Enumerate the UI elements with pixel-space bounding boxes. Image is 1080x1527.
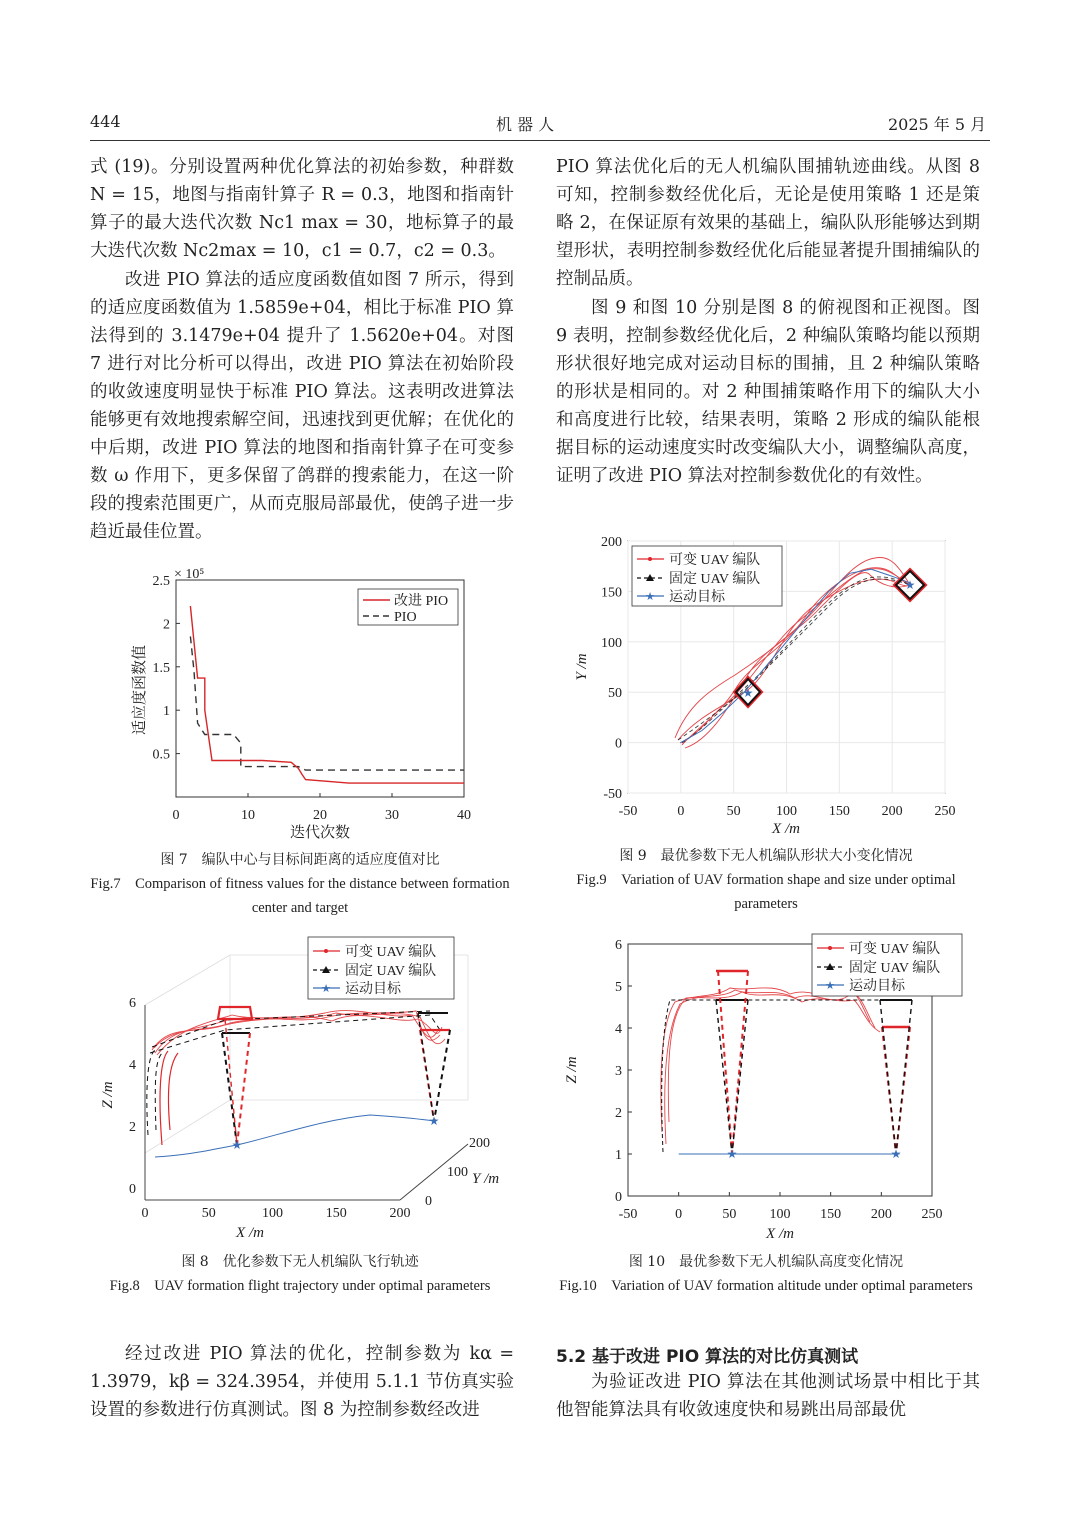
- fig10-xtick: 200: [870, 1207, 892, 1222]
- fig7-legend: [358, 589, 458, 625]
- fig9-legend-fixed: 固定 UAV 编队: [669, 572, 761, 587]
- fig8-caption-en: Fig.8 UAV formation flight trajectory under optimal parameters: [109, 1278, 491, 1294]
- fig7-xlabel: 迭代次数: [289, 825, 351, 841]
- fig9-ytick: 100: [601, 635, 622, 651]
- fig8-caption-cn: 图 8 优化参数下无人机编队飞行轨迹: [181, 1254, 419, 1270]
- fig7-xtick: 0: [172, 808, 180, 823]
- fig7-exponent: × 10⁵: [174, 567, 205, 582]
- fig10-xtick: 100: [769, 1207, 791, 1222]
- section-heading-5-2: 5.2 基于改进 PIO 算法的对比仿真测试: [556, 1347, 859, 1367]
- fig9-caption: [556, 844, 976, 916]
- fig8-legend-fixed: 固定 UAV 编队: [345, 964, 437, 979]
- fig9-legend-target: 运动目标: [669, 590, 725, 605]
- fig10-xlabel: X /m: [766, 1226, 794, 1242]
- fig9-caption-en: Fig.9 Variation of UAV formation shape and size under optimal parameters: [576, 872, 956, 912]
- fig7-xtick: 40: [457, 808, 471, 823]
- svg-text:★: ★: [904, 578, 916, 592]
- svg-text:★: ★: [825, 980, 835, 992]
- fig10-xtick: -50: [618, 1207, 638, 1222]
- fig9-xtick: 250: [934, 804, 956, 819]
- fig8-xtick: 100: [262, 1206, 283, 1221]
- fig8-ytick: 2: [129, 1120, 136, 1135]
- left-paragraph-3: 经过改进 PIO 算法的优化，控制参数为 kα = 1.3979，kβ = 324.3954，并使用 5.1.1 节仿真实验设置的参数进行仿真测试。图 8 为控制参数经改进: [90, 1344, 514, 1420]
- journal-name: 机 器 人: [496, 115, 555, 134]
- fig9-formation-end: [894, 569, 926, 601]
- fig8-caption: [90, 1250, 510, 1298]
- fig9-xtick: 200: [881, 804, 903, 819]
- fig10-caption-cn: 图 10 最优参数下无人机编队高度变化情况: [628, 1254, 904, 1270]
- fig10-ytick: 5: [615, 980, 622, 995]
- fig10-legend-variable: 可变 UAV 编队: [849, 942, 941, 957]
- fig7-xtick: 30: [385, 808, 399, 823]
- header-rule: [90, 140, 990, 141]
- fig8-xtick: 0: [141, 1206, 149, 1221]
- fig10-ytick: 4: [615, 1022, 622, 1037]
- fig10-legend-fixed: 固定 UAV 编队: [849, 961, 941, 976]
- fig7-ytick: 1.5: [152, 660, 170, 676]
- left-paragraph-1: 式 (19)。分别设置两种优化算法的初始参数，种群数 N = 15，地图与指南针算子 R = 0.3，地图和指南针算子的最大迭代次数 Nc1 max = 30，地标算子的最大迭代次数 Nc2max = 10，c1 = 0.7，c2 = 0.3。: [90, 157, 514, 261]
- page-number: 444: [90, 112, 121, 131]
- fig9-caption-cn: 图 9 最优参数下无人机编队形状大小变化情况: [619, 848, 913, 864]
- fig7-legend-improved: 改进 PIO: [394, 594, 449, 609]
- fig9-ytick: 150: [601, 585, 622, 601]
- fig10-ytick: 6: [615, 938, 622, 953]
- fig8-zlabel: Y /m: [472, 1171, 500, 1187]
- fig10-formation-start: [716, 971, 748, 1154]
- fig8-ylabel: Z /m: [100, 1081, 116, 1109]
- fig10-variable-paths: [661, 988, 880, 1144]
- fig9-ytick: -50: [603, 787, 622, 802]
- fig7-caption-cn: 图 7 编队中心与目标间距离的适应度值对比: [160, 852, 440, 868]
- fig9-xtick: -50: [618, 804, 638, 819]
- fig9-ytick: 200: [601, 535, 622, 550]
- fig10-ytick: 2: [615, 1106, 622, 1121]
- fig10-ylabel: Z /m: [564, 1056, 580, 1084]
- fig8-formation-start: [218, 1007, 252, 1145]
- fig8-xtick: 150: [325, 1206, 347, 1221]
- fig7-legend-pio: PIO: [394, 610, 417, 625]
- fig7-xtick: 10: [241, 808, 255, 823]
- fig9-ytick: 0: [615, 736, 622, 752]
- fig8-xlabel: X /m: [236, 1225, 264, 1241]
- fig8-ztick: 0: [425, 1194, 432, 1209]
- fig9-xlabel: X /m: [772, 821, 800, 837]
- fig7-caption: [90, 848, 510, 920]
- fig10-xtick: 250: [921, 1207, 943, 1222]
- fig8-xtick: 50: [201, 1206, 216, 1221]
- fig8-chart: [100, 935, 515, 1245]
- fig7-series-pio-line: [190, 636, 464, 770]
- fig7-ytick: 2.5: [152, 574, 170, 589]
- fig8-ztick: 100: [447, 1165, 468, 1180]
- fig7-xtick: 20: [313, 808, 327, 823]
- fig10-caption-en: Fig.10 Variation of UAV formation altitude under optimal parameters: [559, 1278, 973, 1294]
- fig8-ytick: 0: [129, 1182, 136, 1197]
- fig10-chart: [564, 932, 970, 1242]
- right-paragraph-1: PIO 算法优化后的无人机编队围捕轨迹曲线。从图 8 可知，控制参数经优化后，无论是使用策略 1 还是策略 2，在保证原有效果的基础上，编队队形能够达到期望形状，表明控制参数经优化后能显著提升围捕编队的控制品质。: [556, 157, 980, 289]
- fig7-ytick: 1: [163, 704, 170, 720]
- fig7-series-improved-line: [190, 606, 464, 783]
- fig10-legend-target: 运动目标: [849, 979, 905, 994]
- fig8-legend-variable: 可变 UAV 编队: [345, 945, 437, 960]
- fig9-xtick: 50: [726, 804, 741, 819]
- fig8-xtick: 200: [389, 1206, 411, 1221]
- fig8-ytick: 4: [129, 1058, 136, 1073]
- fig9-legend-variable: 可变 UAV 编队: [669, 553, 761, 568]
- fig7-caption-en: Fig.7 Comparison of fitness values for the distance between formation center and target: [90, 876, 510, 916]
- fig10-xtick: 150: [820, 1207, 842, 1222]
- fig9-chart: [570, 530, 970, 840]
- svg-text:★: ★: [726, 1147, 738, 1161]
- fig7-ytick: 0.5: [152, 747, 170, 763]
- svg-text:★: ★: [428, 1114, 440, 1128]
- fig9-ylabel: Y /m: [574, 653, 590, 681]
- fig7-ylabel: 适应度函数值: [132, 644, 148, 736]
- fig8-ztick: 200: [469, 1136, 490, 1151]
- fig10-formation-end: [880, 1000, 912, 1154]
- fig8-target-path: [155, 1115, 434, 1157]
- fig9-ytick: 50: [608, 686, 622, 702]
- fig10-ytick: 3: [615, 1064, 622, 1079]
- fig10-ytick: 1: [615, 1148, 622, 1163]
- svg-text:★: ★: [890, 1147, 902, 1161]
- fig9-legend: [632, 546, 782, 606]
- fig7-ytick: 2: [163, 617, 170, 633]
- fig10-ytick: 0: [615, 1190, 622, 1205]
- fig10-xtick: 0: [675, 1207, 683, 1222]
- fig9-xtick: 150: [828, 804, 850, 819]
- left-paragraph-2: 改进 PIO 算法的适应度函数值如图 7 所示，得到的适应度函数值为 1.5859e+04，相比于标准 PIO 算法得到的 3.1479e+04 提升了 1.5620e+04。对图 7 进行对比分析可以得出，改进 PIO 算法在初始阶段的收敛速度明显快于标准 PIO 算法。这表明改进算法能够更有效地搜索解空间，迅速找到更优解；在优化的中后期，改进 PIO 算法的地图和指南针算子在可变参数 ω 作用下，更多保留了鸽群的搜索能力，在这一阶段的搜索范围更广，从而克服局部最优，使鸽子进一步趋近最佳位置。: [90, 270, 514, 542]
- fig8-legend: [308, 937, 454, 999]
- right-paragraph-4: 为验证改进 PIO 算法在其他测试场景中相比于其他智能算法具有收敛速度快和易跳出局部最优: [556, 1372, 980, 1420]
- fig7-chart: [100, 563, 500, 848]
- fig9-xtick: 0: [677, 804, 685, 819]
- fig8-legend-target: 运动目标: [345, 982, 401, 997]
- svg-text:★: ★: [645, 591, 655, 603]
- fig10-xtick: 50: [722, 1207, 737, 1222]
- fig9-xtick: 100: [776, 804, 797, 819]
- fig10-legend: [812, 934, 962, 996]
- svg-text:★: ★: [231, 1138, 243, 1152]
- fig8-formation-end: [418, 1013, 450, 1121]
- svg-text:★: ★: [321, 983, 331, 995]
- fig8-ytick: 6: [129, 996, 136, 1011]
- svg-text:★: ★: [742, 686, 754, 700]
- fig10-caption: [556, 1250, 976, 1298]
- right-paragraph-2: 图 9 和图 10 分别是图 8 的俯视图和正视图。图 9 表明，控制参数经优化后，2 种编队策略均能以预期形状很好地完成对运动目标的围捕，且 2 种编队策略的形状是相同的。对 2 种围捕策略作用下的编队大小和高度进行比较，结果表明，策略 2 形成的编队能根据目标的运动速度实时改变编队大小，调整编队高度，证明了改进 PIO 算法对控制参数优化的有效性。: [556, 298, 980, 486]
- issue-date: 2025 年 5 月: [888, 115, 987, 134]
